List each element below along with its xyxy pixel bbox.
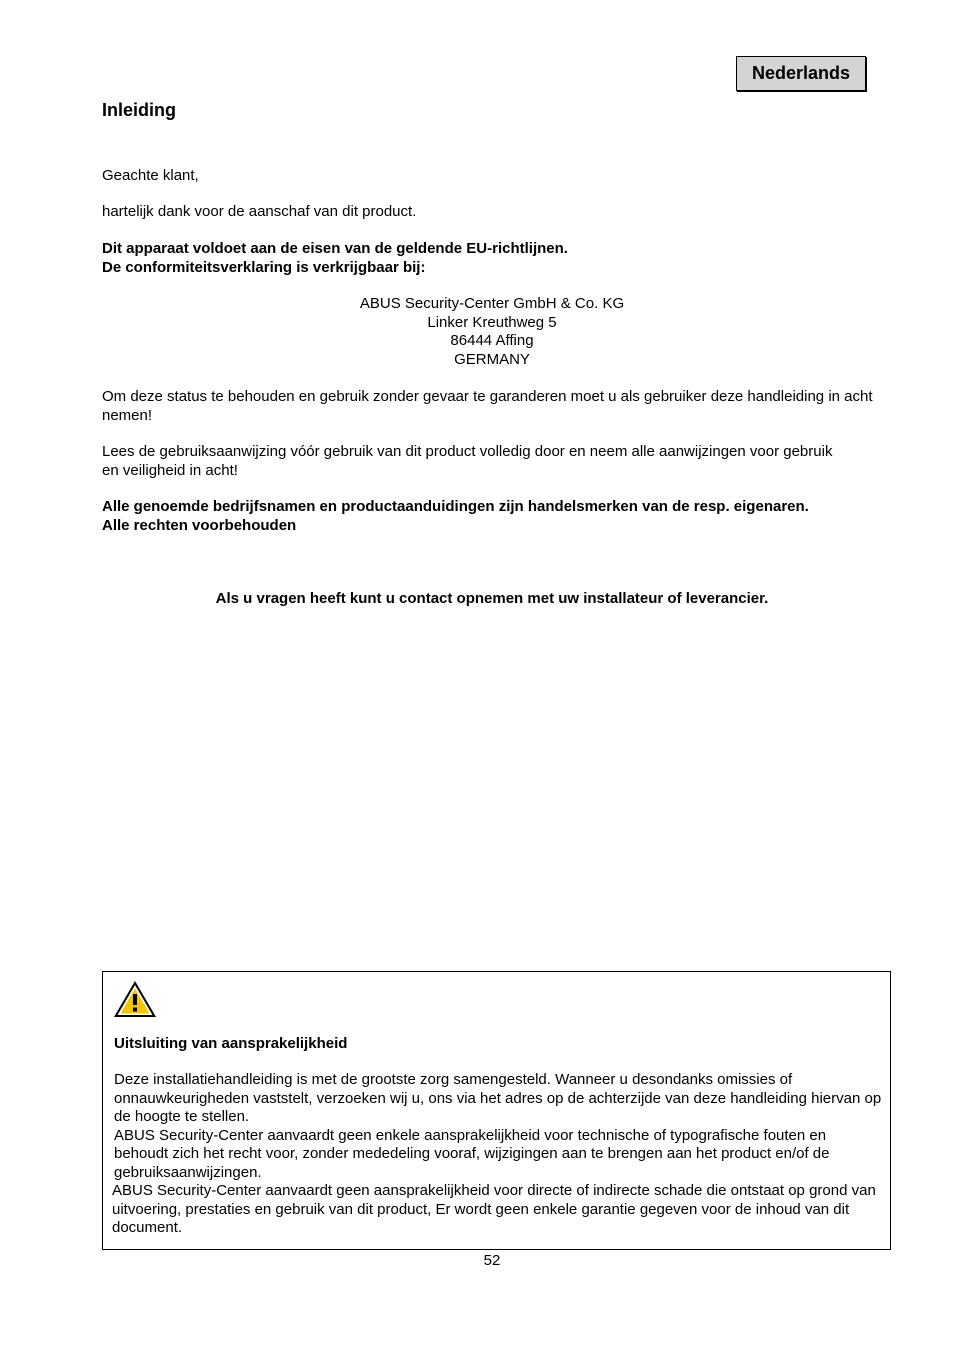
disclaimer-paragraph-2: ABUS Security-Center aanvaardt geen enkele aansprakelijkheid voor technische of typografische fouten en behoudt zich het recht voor, zonder mededeling vooraf, wijzigingen aan te brengen aan het product en/of de gebruiksaanwijzingen.	[114, 1126, 830, 1181]
page-number: 52	[483, 1252, 501, 1269]
page-title: Inleiding	[102, 100, 176, 120]
trademarks-statement	[102, 498, 892, 535]
disclaimer-title: Uitsluiting van aansprakelijkheid	[114, 1035, 348, 1052]
disclaimer-paragraph-1: Deze installatiehandleiding is met de grootste zorg samengesteld. Wanneer u desondanks omissies of onnauwkeurigheden vaststelt, verzoeken wij u, ons via het adres op de achterzijde van deze handleiding hiervan op de hoogte te stellen.	[114, 1071, 882, 1125]
address-street: Linker Kreuthweg 5	[427, 313, 557, 331]
address-company: ABUS Security-Center GmbH & Co. KG	[359, 295, 625, 312]
disclaimer-paragraph-3: ABUS Security-Center aanvaardt geen aansprakelijkheid voor directe of indirecte schade die ontstaat op grond van uitvoering, prestaties en gebruik van dit product, Er wordt geen enkele garantie gegeven voor de inhoud van dit document.	[112, 1182, 876, 1236]
greeting-text: Geachte klant,	[102, 167, 199, 184]
conformity-line-1: Dit apparaat voldoet aan de eisen van de geldende EU-richtlijnen.	[102, 240, 568, 257]
address-country: GERMANY	[454, 350, 530, 368]
company-address	[102, 295, 882, 369]
conformity-statement	[102, 240, 892, 277]
thanks-text: hartelijk dank voor de aanschaf van dit product.	[102, 203, 417, 220]
trademarks-line-2: Alle rechten voorbehouden	[102, 516, 297, 534]
status-text: Om deze status te behouden en gebruik zonder gevaar te garanderen moet u als gebruiker deze handleiding in acht nemen!	[102, 388, 873, 424]
warning-triangle-icon	[113, 980, 157, 1018]
language-badge: Nederlands	[736, 56, 866, 91]
read-manual-text: Lees de gebruiksaanwijzing vóór gebruik van dit product volledig door en neem alle aanwijzingen voor gebruik en veiligheid in acht!	[102, 443, 833, 479]
contact-notice: Als u vragen heeft kunt u contact opnemen met uw installateur of leverancier.	[215, 590, 769, 607]
trademarks-line-1: Alle genoemde bedrijfsnamen en productaanduidingen zijn handelsmerken van de resp. eigenaren.	[102, 498, 809, 515]
disclaimer-text	[114, 1071, 884, 1238]
address-city: 86444 Affing	[450, 332, 534, 349]
disclaimer-box	[102, 971, 891, 1250]
conformity-line-2: De conformiteitsverklaring is verkrijgbaar bij:	[102, 258, 426, 276]
